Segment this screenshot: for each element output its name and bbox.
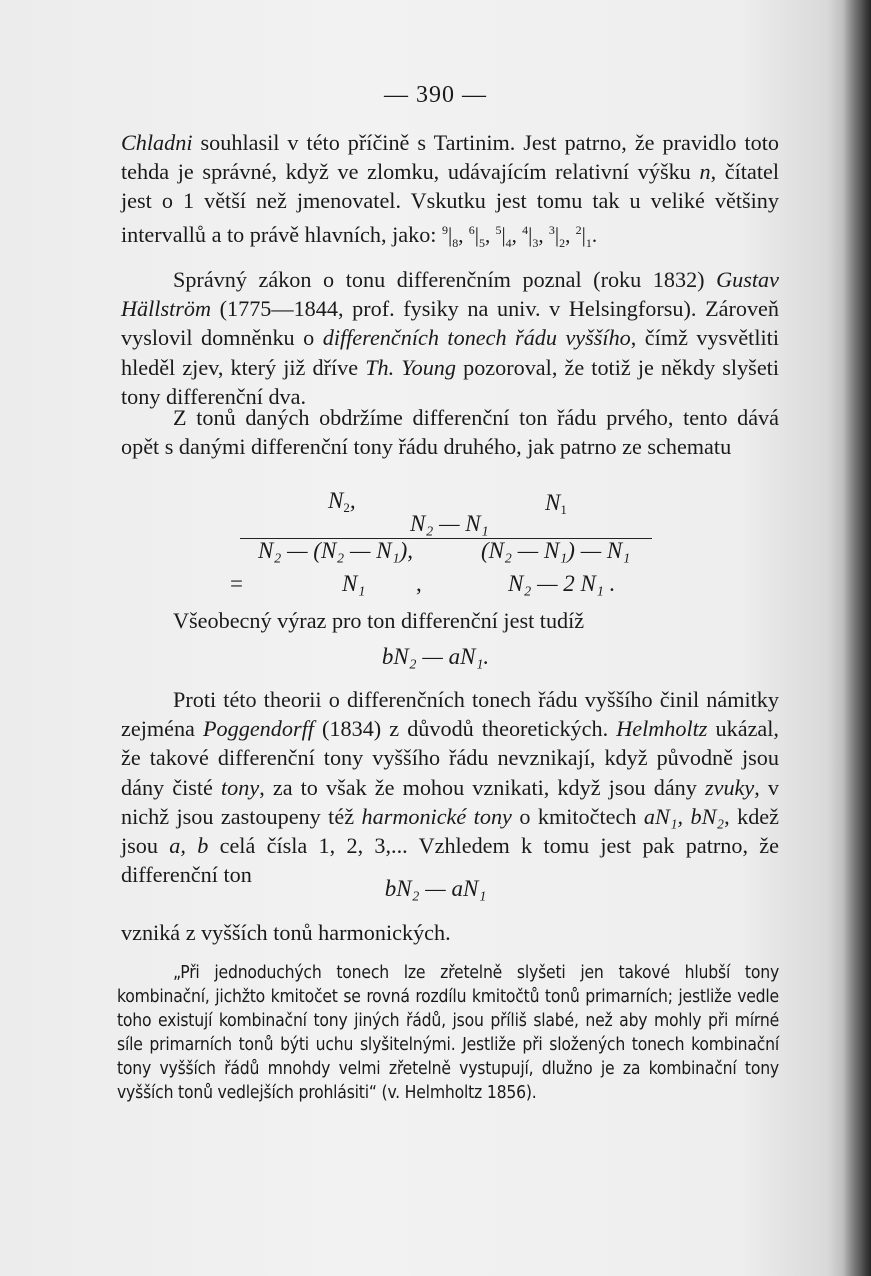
paragraph-1-text-b: , čítatel jest o 1 větší než jmenovatel. Vskutku jest tomu tak u veliké většiny intervallů a to právě hlavních, jako: (121, 159, 779, 247)
person-name-poggendorff: Poggendorff (203, 716, 314, 742)
paragraph-2-text-a: Správný zákon o tonu differenčním poznal (roku 1832) (173, 267, 717, 292)
paragraph-5 (121, 685, 779, 889)
schema-first-difference: N₂ — N₁ (410, 511, 489, 536)
term-harmonic-tones: harmonické tony (361, 803, 512, 829)
schema-result-right: N₂ — 2 N₁ . (508, 571, 616, 596)
schema-second-difference-left: N₂ — (N₂ — N₁), (258, 538, 413, 563)
paragraph-5-text-e: , v nichž jsou zastoupeny též (121, 774, 780, 829)
fraction: $^5|_4$ (495, 222, 512, 250)
paragraph-5-text-d: , za to však že mohou vznikati, když jsou dány (259, 774, 705, 800)
paragraph-5-text-b: (1834) z důvodů theoretických. (313, 716, 617, 742)
paragraph-2-text-c: , čímž vysvětliti hleděl zjev, který již dříve (121, 325, 779, 380)
page-number: — 390 — (384, 82, 487, 108)
paragraph-1 (121, 128, 779, 258)
fraction: $^2|_1$ (575, 222, 592, 250)
schema-second-difference-right: (N₂ — N₁) — N₁ (481, 538, 631, 563)
paragraph-5-text-h: celá čísla 1, 2, 3,... Vzhledem k tomu jest pak patrno, že differenční ton (121, 833, 779, 888)
helmholtz-quotation (117, 961, 779, 1105)
math-a-b: a, b (169, 833, 209, 859)
difference-tone-formula: bN₂ — aN₁ (384, 876, 487, 901)
person-name-helmholtz: Helmholtz (616, 716, 708, 742)
schema-result-left: N₁ (342, 571, 366, 596)
person-name-chladni: Chladni (121, 130, 193, 155)
paragraph-1-text-a: souhlasil v této příčině s Tartinim. Jest patrno, že pravidlo toto tehda je správné, když ve zlomku, udávajícím relativní výšku (121, 130, 779, 185)
paragraph-5-text-c: ukázal, že takové differenční tony vyššího řádu nevznikají, když původně jsou dány čisté (121, 716, 779, 800)
paragraph-2-text-b: (1775—1844, prof. fysiky na univ. v Helsingforsu). Zároveň vyslovil domněnku o (121, 296, 779, 351)
paragraph-6 (121, 918, 779, 947)
paragraph-4 (121, 606, 779, 635)
schema-result-comma: , (416, 571, 422, 596)
fraction: $^4|_3$ (522, 222, 539, 250)
book-spine-shadow (843, 0, 871, 1276)
term-higher-order-tones: differenčních tonech řádu vyššího (322, 325, 631, 351)
paragraph-4-text: Všeobecný výraz pro ton differenční jest tudíž (173, 608, 585, 633)
person-name-young: Th. Young (365, 354, 456, 380)
fraction: $^3|_2$ (548, 222, 566, 250)
term-tony: tony (221, 774, 260, 800)
schema-n1: $N_1$ (545, 490, 567, 517)
paragraph-5-text-f: o kmitočtech (511, 803, 644, 829)
interval-fractions: $^9|_8$, $^6|_5$, $^5|_4$, $^4|_3$, $^3|_2$, $^2|_1$. (442, 222, 598, 250)
variable-n: n (699, 159, 711, 185)
paragraph-5-text-g: , kdež jsou (121, 803, 780, 859)
paragraph-3-text: Z tonů daných obdržíme differenční ton řádu prvého, tento dává opět s danými differenční tony řádu druhého, jak patrno ze schematu (121, 405, 779, 460)
paragraph-2-text-d: pozoroval, že totiž je někdy slyšeti tony differenční dva. (121, 354, 779, 409)
paragraph-5-text-a: Proti této theorii o differenčních tonech řádu vyššího činil námitky zejména (121, 687, 779, 742)
paragraph-3 (121, 403, 779, 461)
math-frequencies: aN₁, bN₂ (643, 803, 725, 829)
person-name-hallstrom: Gustav Hällström (121, 267, 779, 322)
quotation-text: „Při jednoduchých tonech lze zřetelně slyšeti jen takové hlubší tony kombinační, jichžto kmitočet se rovná rozdílu kmitočtů tonů primarních; jestliže vedle toho existují kombinační tony jiných řádů, jsou příliš slabé, než aby mohly při mírné síle primarních tonů býti uchu slyšitelnými. Jestliže při složených tonech kombinační tony vyšších řádů mnohdy velmi zřetelně vystupují, dlužno je za kombinační tony vyšších tonů vedlejších prohlásiti“ (v. Helmholtz 1856). (117, 963, 779, 1103)
fraction: $^6|_5$ (468, 222, 485, 250)
schema-equals: = (230, 571, 243, 596)
general-formula: bN₂ — aN₁. (381, 644, 490, 669)
paragraph-6-text: vzniká z vyšších tonů harmonických. (121, 920, 451, 945)
schema-n2: $N_2$, (328, 488, 356, 515)
fraction: $^9|_8$ (442, 222, 459, 250)
term-zvuky: zvuky (704, 774, 755, 800)
paragraph-2 (121, 265, 779, 411)
